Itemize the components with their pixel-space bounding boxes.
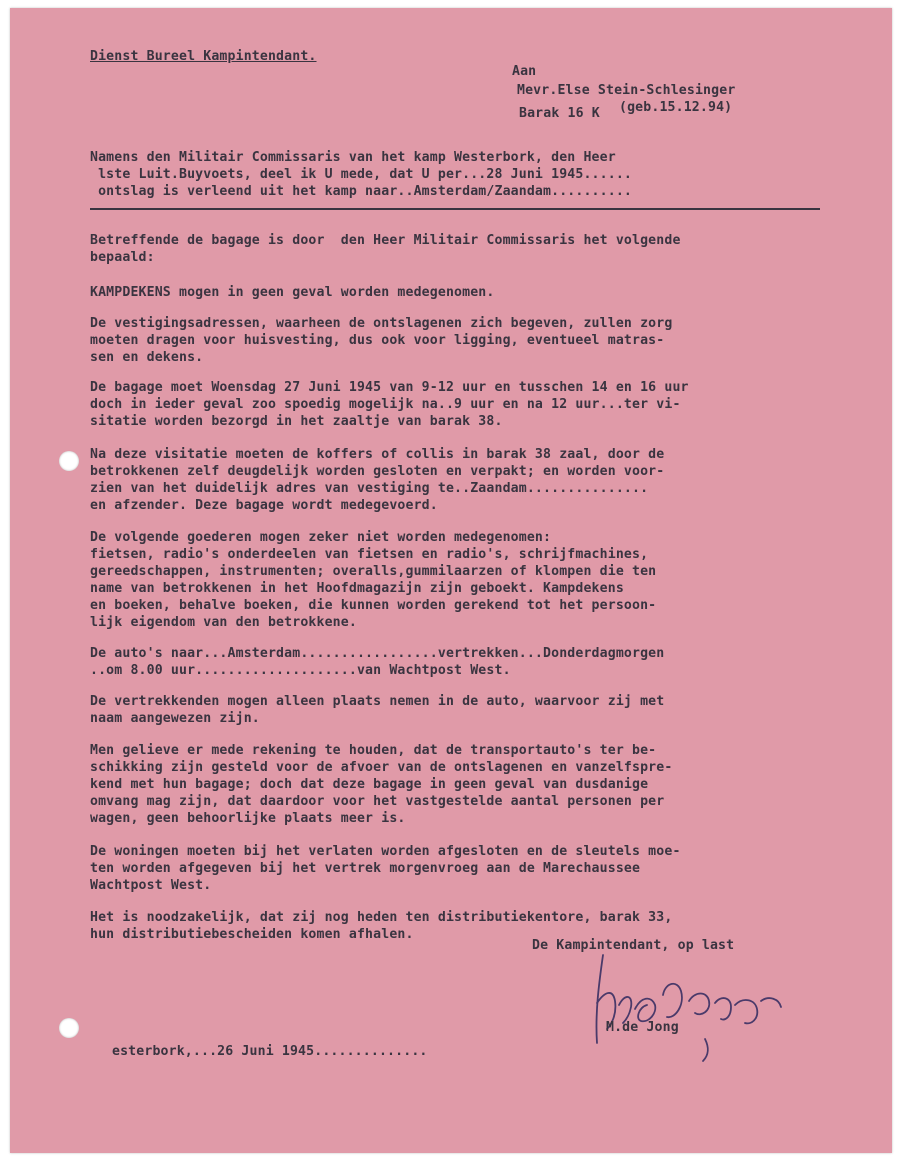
p6-line-1: De volgende goederen mogen zeker niet worden medegenomen: — [90, 530, 552, 545]
p1-line-1: Betreffende de bagage is door den Heer Militair Commissaris het volgende — [90, 233, 681, 248]
p5-line-1: Na deze visitatie moeten de koffers of collis in barak 38 zaal, door de — [90, 447, 665, 462]
p8-line-2: naam aangewezen zijn. — [90, 711, 260, 726]
p3-line-3: sen en dekens. — [90, 350, 204, 365]
p9-line-1: Men gelieve er mede rekening te houden, dat de transportauto's ter be- — [90, 743, 657, 758]
recipient-name: Mevr.Else Stein-Schlesinger — [517, 83, 736, 98]
recipient-birthdate: (geb.15.12.94) — [619, 100, 733, 115]
p4-line-2: doch in ieder geval zoo spoedig mogelijk na..9 uur en na 12 uur...ter vi- — [90, 397, 681, 412]
p5-line-2: betrokkenen zelf deugdelijk worden gesloten en verpakt; en worden voor- — [90, 464, 665, 479]
p6-line-2: fietsen, radio's onderdeelen van fietsen en radio's, schrijfmachines, — [90, 547, 649, 562]
p9-line-5: wagen, geen behoorlijke plaats meer is. — [90, 811, 406, 826]
p9-line-4: omvang mag zijn, dat daardoor voor het vastgestelde aantal personen per — [90, 794, 665, 809]
p10-line-2: ten worden afgegeven bij het vertrek morgenvroeg aan de Marechaussee — [90, 861, 641, 876]
p6-line-3: gereedschappen, instrumenten; overalls,gummilaarzen of klompen die ten — [90, 564, 657, 579]
p10-line-3: Wachtpost West. — [90, 878, 212, 893]
place-date-line: esterbork,...26 Juni 1945.............. — [112, 1044, 428, 1059]
separator-rule — [90, 208, 820, 210]
p3-line-1: De vestigingsadressen, waarheen de ontslagenen zich begeven, zullen zorg — [90, 316, 673, 331]
p9-line-3: kend met hun bagage; doch dat deze bagage in geen geval van dusdanige — [90, 777, 649, 792]
p6-line-5: en boeken, behalve boeken, die kunnen worden gerekend tot het persoon- — [90, 598, 657, 613]
intro-line-2: lste Luit.Buyvoets, deel ik U mede, dat U per...28 Juni 1945...... — [90, 167, 632, 182]
p3-line-2: moeten dragen voor huisvesting, dus ook voor ligging, eventueel matras- — [90, 333, 665, 348]
office-heading: Dienst Bureel Kampintendant. — [90, 49, 317, 64]
p11-line-2: hun distributiebescheiden komen afhalen. — [90, 927, 414, 942]
p7-line-2: ..om 8.00 uur....................van Wachtpost West. — [90, 663, 511, 678]
addressee-label: Aan — [512, 64, 537, 79]
punch-hole-bottom — [59, 1018, 79, 1038]
p11-line-1: Het is noodzakelijk, dat zij nog heden ten distributiekentore, barak 33, — [90, 910, 673, 925]
document-sheet — [10, 8, 892, 1153]
p10-line-1: De woningen moeten bij het verlaten worden afgesloten en de sleutels moe- — [90, 844, 681, 859]
recipient-barrack: Barak 16 K — [519, 106, 600, 121]
p6-line-6: lijk eigendom van den betrokkene. — [90, 615, 357, 630]
p8-line-1: De vertrekkenden mogen alleen plaats nemen in de auto, waarvoor zij met — [90, 694, 665, 709]
p9-line-2: schikking zijn gesteld voor de afvoer van de ontslagenen en vanzelfspre- — [90, 760, 673, 775]
handwritten-signature — [585, 943, 795, 1073]
signoff-line: De Kampintendant, op last — [532, 938, 735, 953]
punch-hole-top — [59, 451, 79, 471]
p5-line-4: en afzender. Deze bagage wordt medegevoerd. — [90, 498, 438, 513]
p2-line-1: KAMPDEKENS mogen in geen geval worden medegenomen. — [90, 285, 495, 300]
p4-line-1: De bagage moet Woensdag 27 Juni 1945 van 9-12 uur en tusschen 14 en 16 uur — [90, 380, 689, 395]
signer-name: M.de Jong — [606, 1020, 679, 1035]
p1-line-2: bepaald: — [90, 250, 155, 265]
p4-line-3: sitatie worden bezorgd in het zaaltje van barak 38. — [90, 414, 503, 429]
p7-line-1: De auto's naar...Amsterdam.................vertrekken...Donderdagmorgen — [90, 646, 665, 661]
p6-line-4: name van betrokkenen in het Hoofdmagazijn zijn geboekt. Kampdekens — [90, 581, 624, 596]
intro-line-1: Namens den Militair Commissaris van het kamp Westerbork, den Heer — [90, 150, 616, 165]
p5-line-3: zien van het duidelijk adres van vestiging te..Zaandam............... — [90, 481, 649, 496]
intro-line-3: ontslag is verleend uit het kamp naar..Amsterdam/Zaandam.......... — [90, 184, 632, 199]
